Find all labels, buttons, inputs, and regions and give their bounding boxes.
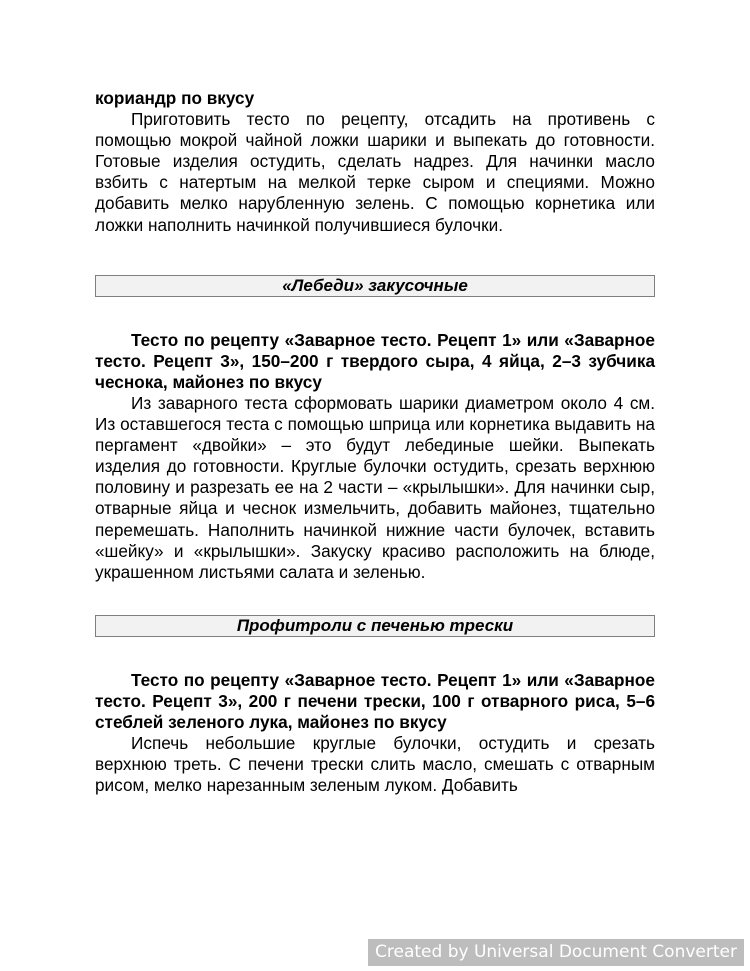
recipe-method-profiteroles: Испечь небольшие круглые булочки, остудить и срезать верхнюю треть. С печени трески слить масло, смешать с отварным рисом, мелко нарезанным зеленым луком. Добавить bbox=[95, 733, 655, 796]
intro-ingredient-tail: кориандр по вкусу bbox=[95, 88, 255, 108]
document-page bbox=[95, 88, 655, 796]
intro-method-paragraph: Приготовить тесто по рецепту, отсадить на противень с помощью мокрой чайной ложки шарики и выпекать до готовности. Готовые изделия остудить, сделать надрез. Для начинки масло взбить с натертым на мелкой терке сыром и специями. Можно добавить мелко нарубленную зелень. С помощью корнетика или ложки наполнить начинкой получившиеся булочки. bbox=[95, 109, 655, 235]
converter-watermark: Created by Universal Document Converter bbox=[368, 939, 744, 966]
recipe-title-profiteroles: Профитроли с печенью трески bbox=[95, 615, 655, 637]
recipe-title-lebedi: «Лебеди» закусочные bbox=[95, 275, 655, 297]
recipe-method-lebedi: Из заварного теста сформовать шарики диаметром около 4 см. Из оставшегося теста с помощью шприца или корнетика выдавить на пергамент «двойки» – это будут лебединые шейки. Выпекать изделия до готовности. Круглые булочки остудить, срезать верхнюю половину и разрезать ее на 2 части – «крылышки». Для начинки сыр, отварные яйца и чеснок измельчить, добавить майонез, тщательно перемешать. Наполнить начинкой нижние части булочек, вставить «шейку» и «крылышки». Закуску красиво расположить на блюде, украшенном листьями салата и зеленью. bbox=[95, 392, 655, 582]
recipe-ingredients-lebedi: Тесто по рецепту «Заварное тесто. Рецепт 1» или «Заварное тесто. Рецепт 3», 150–200 г твердого сыра, 4 яйца, 2–3 зубчика чеснока, майонез по вкусу bbox=[95, 329, 655, 392]
recipe-ingredients-profiteroles: Тесто по рецепту «Заварное тесто. Рецепт 1» или «Заварное тесто. Рецепт 3», 200 г печени трески, 100 г отварного риса, 5–6 стеблей зеленого лука, майонез по вкусу bbox=[95, 669, 655, 732]
